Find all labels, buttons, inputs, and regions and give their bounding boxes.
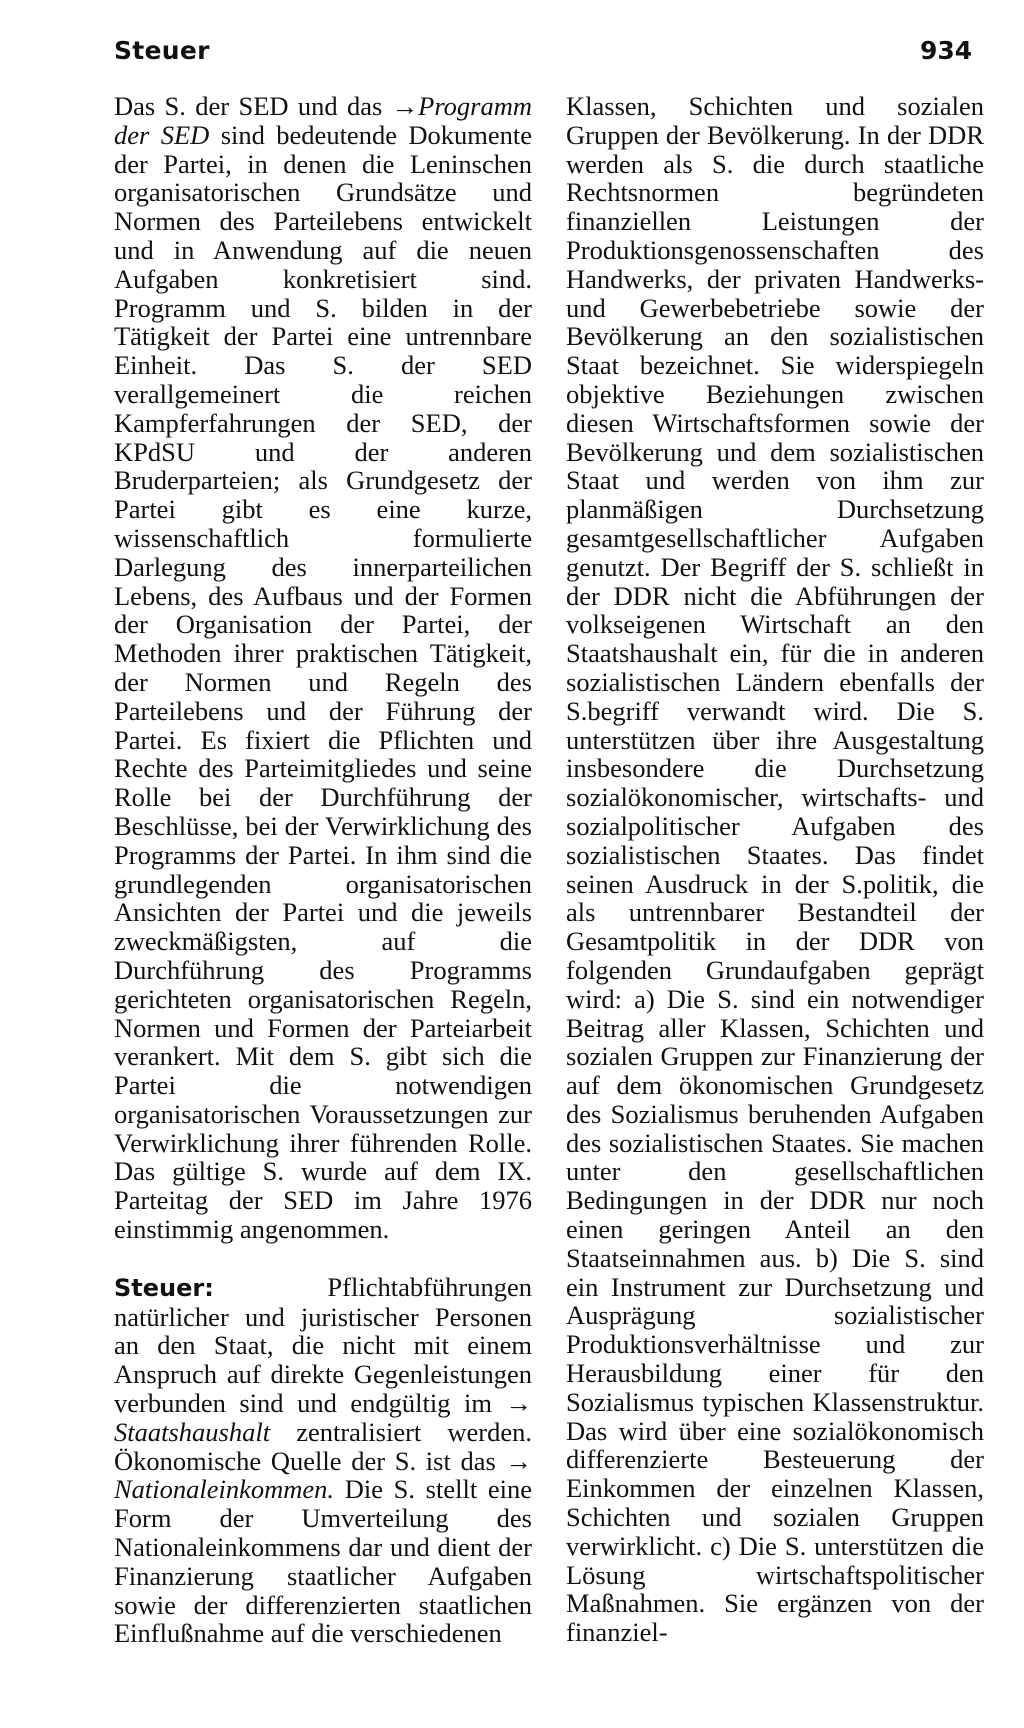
text-run: Das S. der SED und das bbox=[114, 91, 392, 121]
cross-reference-link[interactable]: Nationaleinkommen. bbox=[114, 1474, 335, 1505]
page-number: 934 bbox=[920, 36, 973, 65]
right-column bbox=[566, 92, 984, 1647]
running-head: Steuer bbox=[114, 36, 210, 65]
cross-reference-arrow-icon: → bbox=[505, 1445, 532, 1476]
text-run: zentralisiert werden. Ökonomische Quelle der S. ist das bbox=[114, 1416, 532, 1476]
text-run: sind bedeutende Dokumente der Partei, in denen die Leninschen organisatorischen Grundsätze und Normen des Parteilebens entwickelt und in Anwendung auf die neuen Aufgaben konkretisiert sind. Programm und S. bilden in der Tätigkeit der Partei eine untrennbare Einheit. Das S. der SED verallgemeinert die reichen Kampferfahrungen der SED, der KPdSU und der anderen Bruderparteien; als Grundgesetz der Partei gibt es eine kurze, wissenschaftlich formulierte Darlegung des innerparteilichen Lebens, des Aufbaus und der Formen der Organisation der Partei, der Methoden ihrer praktischen Tätigkeit, der Normen und Regeln des Parteilebens und der Führung der Partei. Es fixiert die Pflichten und Rechte des Parteimitgliedes und seine Rolle bei der Durchführung der Beschlüsse, bei der Verwirklichung des Programms der Partei. In ihm sind die grundlegenden organisatorischen Ansichten der Partei und die jeweils zweckmäßigsten, auf die Durchführung des Programms gerichteten organisatorischen Regeln, Normen und Formen der Parteiarbeit verankert. Mit dem S. gibt sich die Partei die notwendigen organisatorischen Voraussetzungen zur Verwirklichung ihrer führenden Rolle. Das gültige S. wurde auf dem IX. Parteitag der SED im Jahre 1976 einstimmig angenommen. bbox=[114, 119, 532, 1245]
entry-statut-continuation bbox=[114, 92, 532, 1244]
cross-reference-link[interactable]: Staatshaushalt bbox=[114, 1416, 271, 1447]
cross-reference-arrow-icon: → bbox=[505, 1388, 532, 1419]
text-run: Die S. stellt eine Form der Umverteilung des Nationaleinkommens dar und dient der Finanzierung staatlicher Aufgaben sowie der differenzierten staatlichen Einflußnahme auf die verschiedenen bbox=[114, 1474, 532, 1649]
entry-steuer-continuation: Klassen, Schichten und sozialen Gruppen der Bevölkerung. In der DDR werden als S. die durch staatliche Rechtsnormen begründeten finanziellen Leistungen der Produktionsgenossenschaften des Handwerks, der privaten Handwerks- und Gewerbebetriebe sowie der Bevölkerung an den sozialistischen Staat bezeichnet. Sie widerspiegeln objektive Beziehungen zwischen diesen Wirtschaftsformen sowie der Bevölkerung und dem sozialistischen Staat und werden von ihm zur planmäßigen Durchsetzung gesamtgesellschaftlicher Aufgaben genutzt. Der Begriff der S. schließt in der DDR nicht die Abführungen der volkseigenen Wirtschaft an den Staatshaushalt ein, für die in anderen sozialistischen Ländern ebenfalls der S.begriff verwandt wird. Die S. unterstützen über ihre Ausgestaltung insbesondere die Durchsetzung sozialökonomischer, wirtschafts- und sozialpolitischer Aufgaben des sozialistischen Staates. Das findet seinen Ausdruck in der S.politik, die als untrennbarer Bestandteil der Gesamtpolitik in der DDR von folgenden Grundaufgaben geprägt wird: a) Die S. sind ein notwendiger Beitrag aller Klassen, Schichten und sozialen Gruppen zur Finanzierung der auf dem ökonomischen Grundgesetz des Sozialismus beruhenden Aufgaben des sozialistischen Staates. Sie machen unter den gesellschaftlichen Bedingungen in der DDR nur noch einen geringen Anteil an den Staatseinnahmen aus. b) Die S. sind ein Instrument zur Durchsetzung und Ausprägung sozialistischer Produktionsverhältnisse und zur Herausbildung einer für den Sozialismus typischen Klassenstruktur. Das wird über eine sozialökonomisch differenzierte Besteuerung der Einkommen der einzelnen Klassen, Schichten und sozialen Gruppen verwirklicht. c) Die S. unterstützen die Lösung wirtschaftspolitischer Maßnahmen. Sie ergänzen von der finanziel- bbox=[566, 91, 984, 1648]
entry-steuer bbox=[114, 1273, 532, 1648]
left-column bbox=[114, 92, 532, 1648]
text-run: Pflichtabführungen natürlicher und juristischer Personen an den Staat, die nicht mit einem Anspruch auf direkte Gegenleistungen verbunden sind und endgültig im bbox=[114, 1271, 532, 1419]
cross-reference-arrow-icon: → bbox=[391, 91, 419, 121]
cross-reference-link[interactable]: Programm der SED bbox=[114, 91, 532, 150]
entry-headword: Steuer: bbox=[114, 1273, 214, 1302]
